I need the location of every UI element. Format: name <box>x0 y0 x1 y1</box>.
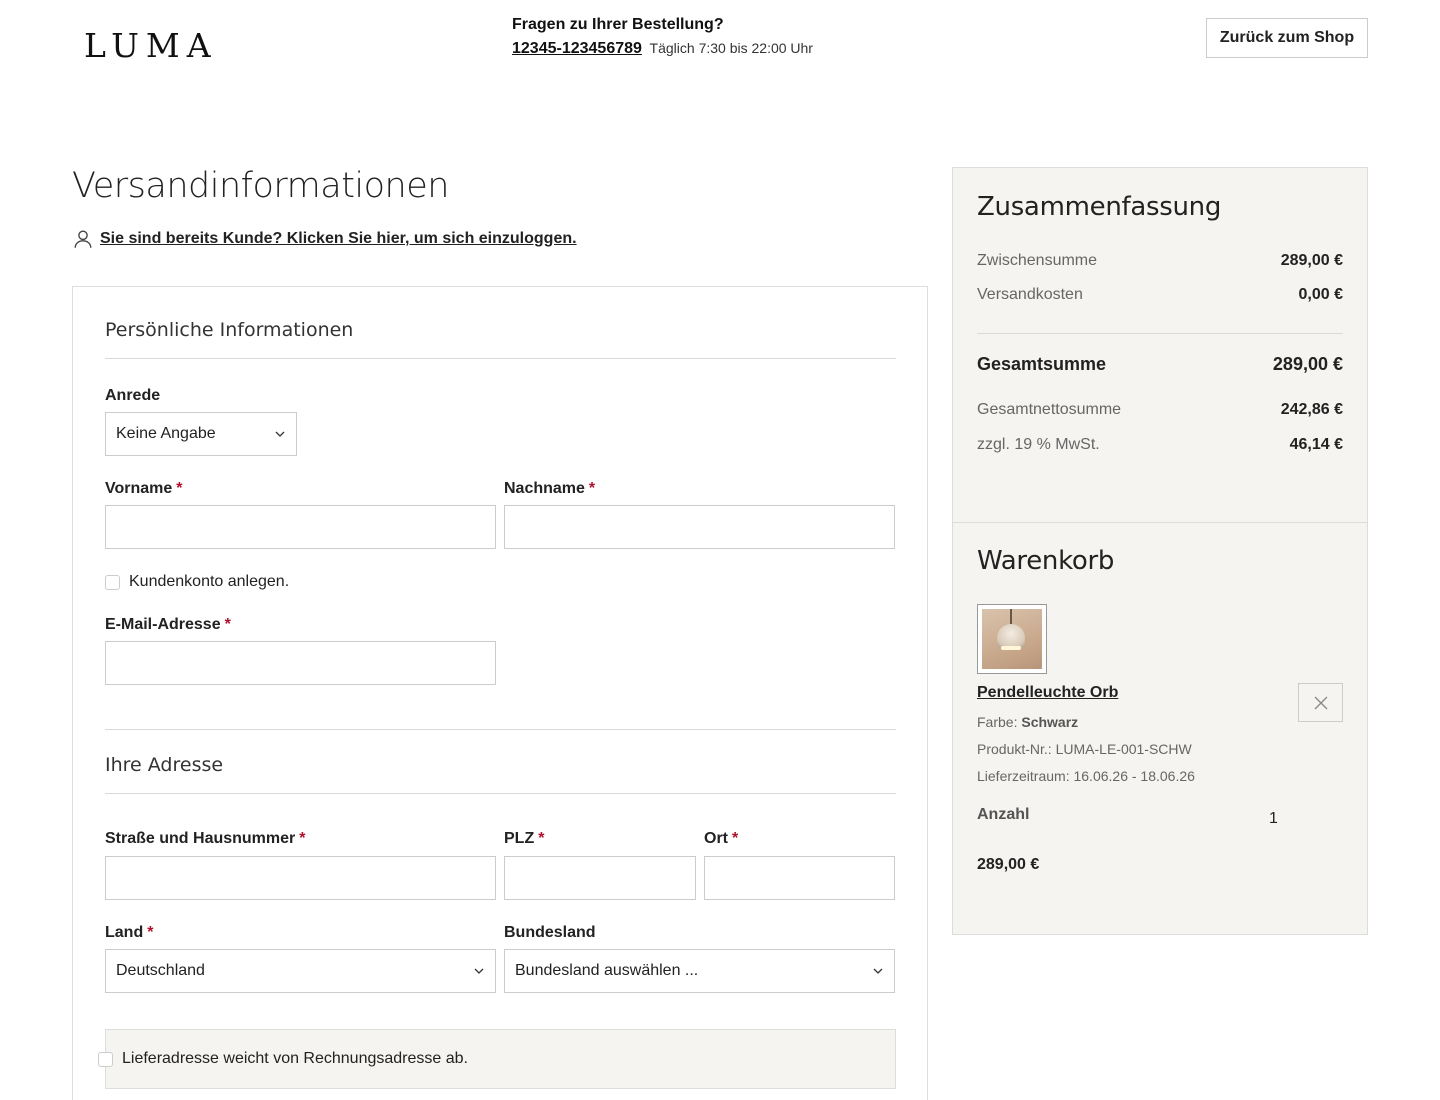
back-to-shop-button[interactable]: Zurück zum Shop <box>1206 18 1368 58</box>
summary-title: Zusammenfassung <box>977 192 1222 222</box>
product-color-label: Farbe: <box>977 714 1018 730</box>
total-row <box>977 354 1343 375</box>
lastname-label-text: Nachname <box>504 480 585 497</box>
country-select[interactable] <box>105 949 496 993</box>
required-mark: * <box>732 830 739 847</box>
lastname-label <box>504 480 595 498</box>
zip-label <box>504 830 544 848</box>
zip-label-text: PLZ <box>504 830 535 847</box>
page-title: Versandinformationen <box>72 166 449 206</box>
divider <box>953 522 1367 523</box>
product-name-link[interactable]: Pendelleuchte Orb <box>977 684 1119 701</box>
order-summary <box>952 167 1368 935</box>
checkout-form <box>72 286 928 1100</box>
different-shipping-checkbox[interactable] <box>98 1052 113 1067</box>
subtotal-label: Zwischensumme <box>977 252 1098 269</box>
product-sku-value: LUMA-LE-001-SCHW <box>1055 741 1192 757</box>
quantity-label: Anzahl <box>977 806 1030 823</box>
required-mark: * <box>147 924 154 941</box>
street-label-text: Straße und Hausnummer <box>105 830 296 847</box>
quantity-value[interactable]: 1 <box>1269 810 1278 827</box>
shipping-value: 0,00 € <box>1298 286 1343 303</box>
divider <box>105 793 896 794</box>
login-link-text[interactable]: Sie sind bereits Kunde? Klicken Sie hier, um sich einzuloggen. <box>100 230 577 247</box>
vat-row <box>977 436 1343 454</box>
street-input[interactable] <box>105 856 496 900</box>
divider <box>105 729 896 730</box>
state-select[interactable] <box>504 949 895 993</box>
product-sku-label: Produkt-Nr.: <box>977 741 1052 757</box>
service-hours: Täglich 7:30 bis 22:00 Uhr <box>649 40 813 56</box>
logo[interactable]: LUMA <box>84 26 218 65</box>
net-value: 242,86 € <box>1280 401 1343 418</box>
product-color <box>977 714 1078 730</box>
city-label <box>704 830 738 848</box>
create-account-checkbox[interactable] <box>105 575 120 590</box>
create-account-row[interactable] <box>105 573 289 591</box>
shipping-label: Versandkosten <box>977 286 1083 303</box>
cart-title: Warenkorb <box>977 546 1115 576</box>
lastname-input[interactable] <box>504 505 895 549</box>
product-price: 289,00 € <box>977 856 1040 873</box>
login-link[interactable] <box>72 228 577 250</box>
required-mark: * <box>224 616 231 633</box>
product-image <box>982 609 1042 669</box>
product-color-value: Schwarz <box>1021 714 1079 730</box>
product-sku <box>977 741 1192 757</box>
help-line <box>512 40 813 58</box>
vat-value: 46,14 € <box>1289 436 1343 453</box>
salutation-label: Anrede <box>105 387 161 404</box>
divider <box>977 333 1343 334</box>
different-shipping-label: Lieferadresse weicht von Rechnungsadresse ab. <box>122 1050 468 1067</box>
required-mark: * <box>588 480 596 497</box>
country-label-text: Land <box>105 924 144 941</box>
email-label <box>105 616 231 634</box>
salutation-select[interactable] <box>105 412 297 456</box>
remove-item-button[interactable] <box>1298 683 1343 722</box>
help-title: Fragen zu Ihrer Bestellung? <box>512 16 724 33</box>
country-value: Deutschland <box>116 962 205 979</box>
salutation-value: Keine Angabe <box>116 425 216 442</box>
close-icon <box>1313 695 1329 711</box>
net-row <box>977 401 1343 419</box>
state-value: Bundesland auswählen ... <box>515 962 699 979</box>
subtotal-value: 289,00 € <box>1280 252 1343 269</box>
product-thumbnail[interactable] <box>977 604 1047 674</box>
state-label: Bundesland <box>504 924 596 941</box>
personal-info-title: Persönliche Informationen <box>105 319 354 341</box>
firstname-input[interactable] <box>105 505 496 549</box>
firstname-label <box>105 480 183 498</box>
product-delivery-value: 16.06.26 - 18.06.26 <box>1073 768 1195 784</box>
vat-label: zzgl. 19 % MwSt. <box>977 436 1100 453</box>
help-box <box>512 16 813 58</box>
city-input[interactable] <box>704 856 895 900</box>
address-title: Ihre Adresse <box>105 754 224 776</box>
total-label: Gesamtsumme <box>977 354 1107 374</box>
total-value: 289,00 € <box>1272 354 1343 374</box>
product-delivery-label: Lieferzeitraum: <box>977 768 1070 784</box>
chevron-down-icon <box>274 428 286 440</box>
email-label-text: E-Mail-Adresse <box>105 616 221 633</box>
phone-link[interactable]: 12345-123456789 <box>512 40 642 57</box>
create-account-label: Kundenkonto anlegen. <box>129 573 290 590</box>
chevron-down-icon <box>473 965 485 977</box>
zip-input[interactable] <box>504 856 696 900</box>
street-label <box>105 830 306 848</box>
shipping-row <box>977 286 1343 304</box>
net-label: Gesamtnettosumme <box>977 401 1122 418</box>
required-mark: * <box>538 830 545 847</box>
required-mark: * <box>299 830 306 847</box>
email-input[interactable] <box>105 641 496 685</box>
different-shipping-row[interactable] <box>98 1050 468 1068</box>
product-delivery <box>977 768 1195 784</box>
chevron-down-icon <box>872 965 884 977</box>
firstname-label-text: Vorname <box>105 480 173 497</box>
city-label-text: Ort <box>704 830 728 847</box>
divider <box>105 358 896 359</box>
country-label <box>105 924 153 942</box>
required-mark: * <box>176 480 183 497</box>
subtotal-row <box>977 252 1343 270</box>
user-icon <box>72 228 94 250</box>
